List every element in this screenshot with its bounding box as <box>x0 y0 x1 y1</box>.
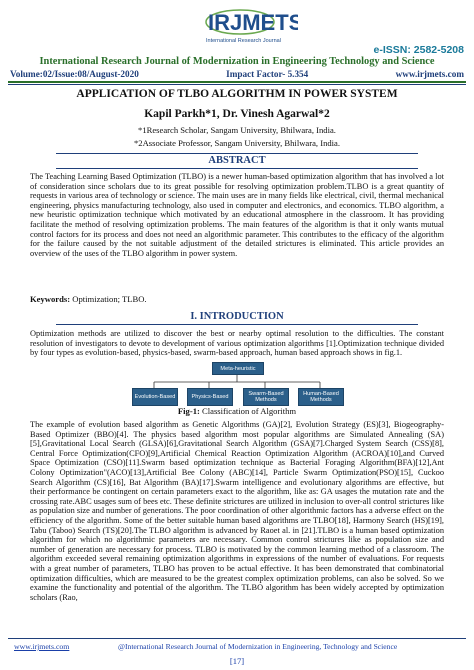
impact-factor: Impact Factor- 5.354 <box>226 69 309 79</box>
header-divider <box>8 81 466 83</box>
figure-caption-label: Fig-1: <box>177 406 200 416</box>
journal-logo <box>188 4 298 48</box>
keywords <box>30 294 147 304</box>
intro-rule <box>56 324 418 325</box>
page-number: [17] <box>229 656 245 666</box>
paper-title: APPLICATION OF TLBO ALGORITHM IN POWER SYSTEM <box>76 88 398 100</box>
logo-text: IRJMETS <box>208 10 298 35</box>
abstract-text: The Teaching Learning Based Optimization (TLBO) is a newer human-based optimization algorithm that has involved a lot of consideration since scholars due to its great possible for resolving optimization problem.TLBO is a great quantity of requests in various area of technology or science. The main uses are in many fields like electrical, civil, thermal mechanical engineering, physics manufacturing technology, also used in computer and electronics, and economics. TLBO algorithm, a new heuristic optimization technique which motivated by an educational atmosphere in the classroom. It has providing facilitate the method of resolving optimization problems. The main features of the algorithm is that it only wants mutual control factors for its process and does not need an algorithmic parameter. This contributes to the efficacy of the algorithm for the failure caused by the not suitable adjustment of the detailed strictures is eliminated. This article provides an overview of the uses of the TLBO algorithm in power system. <box>30 172 444 258</box>
intro-heading: I. INTRODUCTION <box>190 311 284 322</box>
footer-copyright: @International Research Journal of Modernization in Engineering, Technology and Science <box>118 642 398 651</box>
figure-node-swarm: Swarm-Based Methods <box>243 388 289 406</box>
abstract-heading: ABSTRACT <box>208 155 266 166</box>
paper-authors: Kapil Parkh*1, Dr. Vinesh Agarwal*2 <box>144 108 330 120</box>
affiliation-2: *2Associate Professor, Sangam University, Bhilwara, India. <box>133 138 341 148</box>
abstract-rule-bottom <box>56 168 418 169</box>
figure-node-evolution: Evolution-Based <box>132 388 178 406</box>
volume-issue: Volume:02/Issue:08/August-2020 <box>10 69 139 79</box>
eissn: e-ISSN: 2582-5208 <box>373 44 464 56</box>
intro-para-2: The example of evolution based algorithm as Genetic Algorithms (GA)[2], Evolution Strategy (ES)[3], Biogeography-Based Optimizer (BBO)[4]. The physics based algorithm most popular algorithms are Simulated Annealing (SA)[5],Gravitational Local Search (GLSA)[6],Gravitational Search Algorithm (GSA)[7].Charged System Search (CSS)[8], Central Force Optimization(CFO)[9],Artificial Chemical Reaction Optimization Algorithm (ACROA)[10],and Curved Space Optimization (CSO)[11].Swarm based optimization technique as Bacterial Foraging Algorithm(BFA)[12],Ant Colony Optimization"(ACO)[13],Artificial Bee Colony (ABC)[14], Particle Swarm Optimization(PSO)[15], Cuckoo Search Algorithm (CS)[16], Bat Algorithm (BA)[17].Swarm intelligence and evolutionary algorithms are effective, but their performance be contingent on certain parameters exact to the algorithm, like as: GA usages the mutation rate and the crossing rate.ABC usages sum of bees etc. These definite strictures are utilized in inclusion to over-all control strictures like as population size and number of generations. The poor coordination of other algorithmic factors has a adverse effect on the efficiency of the algorithm. Some of the better suitable human based algorithms are TLBO[18], Harmony Search (HS)[19], Tabu (Taboo) Search (TS)[20].The TLBO algorithm is advanced by Raoet al. in [21].TLBO is a human based optimization algorithm for which no algorithmic parameters are necessary. Common control strictures like as population size and number of generation are necessary for process. TLBO is motivated by the common learning method of a classroom. The algorithm exceeded several remaining optimization algorithms in expressions of the number of evaluations. For requests with a great number of parameters, TLBO has proven to be actual effective. It has been demonstrated that combinatorial optimization difficulties, which are measured to be the greatest complex optimization problems, can also be solved. So we examine the functionality and potential of the algorithm. The TLBO algorithm has been widely accepted by optimization scholars (Rao, <box>30 420 444 602</box>
footer-divider <box>8 638 466 639</box>
keywords-label: Keywords: <box>30 294 71 304</box>
website[interactable]: www.irjmets.com <box>395 69 464 79</box>
figure-node-human: Human-Based Methods <box>298 388 344 406</box>
figure-caption <box>0 406 474 416</box>
volume-row <box>10 69 464 79</box>
figure-node-root: Meta-heuristic <box>212 362 264 375</box>
keywords-value: Optimization; TLBO. <box>72 294 147 304</box>
figure-caption-text: Classification of Algorithm <box>199 406 297 416</box>
affiliation-1: *1Research Scholar, Sangam University, Bhilwara, India. <box>138 125 336 135</box>
logo-graphic <box>188 4 298 48</box>
figure-node-physics: Physics-Based <box>187 388 233 406</box>
logo-tagline: International Research Journal <box>206 38 281 44</box>
header-divider-thin <box>8 84 466 85</box>
classification-figure <box>130 362 344 428</box>
abstract-rule-top <box>56 153 418 154</box>
footer-link[interactable]: www.irjmets.com <box>14 642 70 651</box>
journal-name: International Research Journal of Modernization in Engineering Technology and Science <box>39 56 435 67</box>
intro-para-1: Optimization methods are utilized to discover the best or nearby optimal resolution to the difficulties. The constant resolution of investigators to devote to development of various optimization algorithms [1].Optimization technique divided by four types as evolution-based, physics-based, swarm-based approach, human based approach shows in fig.1. <box>30 329 444 358</box>
